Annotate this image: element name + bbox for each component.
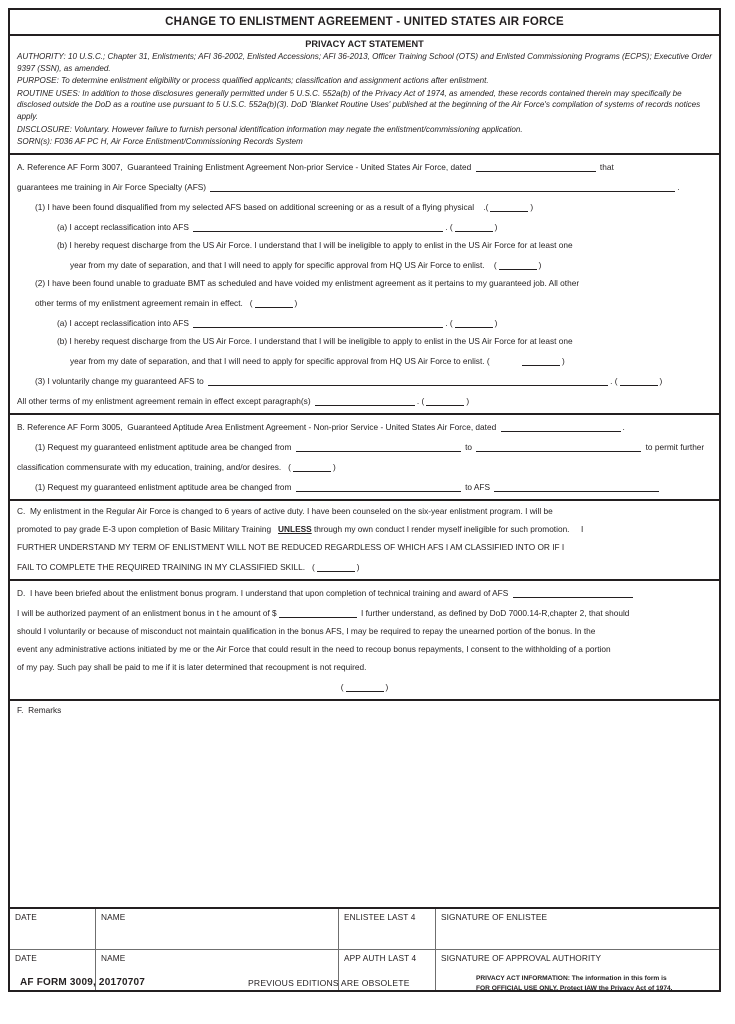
section-a-item-1a-initial[interactable] [455,222,493,232]
section-c-unless-emphasis: UNLESS [278,523,312,534]
section-a-item-2b-initial[interactable] [522,356,560,366]
section-a-item-1-initial[interactable] [490,202,528,212]
section-d-amount-field[interactable] [279,608,357,618]
section-b-item-1-initial[interactable] [293,462,331,472]
section-a-item-2-text1: I have been found unable to graduate BMT as scheduled and have voided my enlistment agreement as it pertains to my guaranteed job. All other [47,277,580,288]
section-b-item-2-to-field[interactable] [494,482,659,492]
section-f-title: Remarks [28,704,62,715]
section-a-item-1-num: (1) [35,201,46,212]
section-d-line-3: should I voluntarily or because of misconduct not maintain qualification in the bonus AFS, I may be required to repay the unearned portion of the bonus. In the [17,625,596,636]
section-a-closing-field[interactable] [315,396,415,406]
approval-signature-cell[interactable]: SIGNATURE OF APPROVAL AUTHORITY [436,949,720,990]
section-b-item-2 [17,480,712,493]
section-a-item-3-text: I voluntarily change my guaranteed AFS to [47,375,204,386]
section-d [10,581,719,701]
enlistee-last4-cell[interactable]: ENLISTEE LAST 4 [339,909,436,950]
privacy-act-information [476,974,728,993]
section-b-dated-tail: . [622,421,625,432]
enlistee-date-cell[interactable]: DATE [10,909,96,950]
section-a-item-1b-line1 [17,240,712,251]
section-a-item-3-tail: . [610,375,613,386]
section-b-item-1 [17,440,712,453]
section-a-item-2a-num: (a) [57,317,68,328]
approval-name-cell[interactable]: NAME [96,949,339,990]
section-c-line-2 [17,524,712,535]
section-b-item-2-text: Request my guaranteed enlistment aptitude area be changed from [47,481,292,492]
section-a-item-1: (1) I have been found disqualified from my selected AFS based on additional screening or as a result of a flying physical .( ) [35,201,534,212]
section-b-item-1-cont: classification commensurate with my education, training, and/or desires. ( ) [17,461,336,472]
section-d-label: D. [17,587,26,598]
section-a-item-2b-line2: year from my date of separation, and that I will need to apply for specific approval from HQ US Air Force to enlist. ( ) [70,355,565,366]
section-a-item-2-line2: other terms of my enlistment agreement remain in effect. ( ) [35,297,298,308]
section-a-closing: All other terms of my enlistment agreement remain in effect except paragraph(s) . ( ) [17,395,470,406]
page-footer [8,974,721,1004]
section-a-item-2b-text2: year from my date of separation, and that I will need to apply for specific approval from HQ US Air Force to enlist. ( [70,355,490,366]
section-b-item-1-tail: to permit further [645,441,705,452]
section-b-item-1-mid: to [465,441,472,452]
previous-editions-notice: PREVIOUS EDITIONS ARE OBSOLETE [248,978,410,988]
section-a-guarantee-line [17,180,712,193]
section-a-closing-initial[interactable] [426,396,464,406]
privacy-act-routine-uses: ROUTINE USES: In addition to those disclosures generally permitted under 5 U.S.C. 552a(b) of the Privacy Act of 1974, as amended, these records contained therein may specifically be disclosed outside the DoD as a routine use pursuant to 5 U.S.C. 552a(b)(3). DoD 'Blanket Routine Uses' published at the beginning of the Air Force's compilation of systems of records notices apply. [17,88,701,121]
privacy-act-heading: PRIVACY ACT STATEMENT [305,39,424,49]
form-document [8,8,721,992]
section-d-line-2 [17,606,712,619]
privacy-info-line-1: PRIVACY ACT INFORMATION: The information in this form is [476,975,667,982]
section-d-initial-row: ( ) [340,681,389,692]
section-a-header [17,160,712,173]
privacy-act-purpose: PURPOSE: To determine enlistment eligibility or process qualified applicants; classification and assignment actions after enlistment. [17,76,489,86]
section-a-item-1-text: I have been found disqualified from my selected AFS based on additional screening or as a result of a flying physical [47,201,475,212]
approval-last4-cell[interactable]: APP AUTH LAST 4 [339,949,436,990]
section-b-label: B. [17,421,25,432]
section-c-line-3: FURTHER UNDERSTAND MY TERM OF ENLISTMENT WILL NOT BE REDUCED REGARDLESS OF WHICH AFS I AM CLASSIFIED INTO OR IF I [17,541,565,552]
section-a [10,155,719,415]
section-b [10,415,719,501]
privacy-info-line-2: FOR OFFICIAL USE ONLY. Protect IAW the Privacy Act of 1974. [476,984,673,992]
page-title: CHANGE TO ENLISTMENT AGREEMENT - UNITED STATES AIR FORCE [10,10,719,36]
section-a-item-1a: (a) I accept reclassification into AFS . ( ) [57,221,498,232]
section-a-item-1-tail: . [483,201,486,212]
section-f-remarks[interactable] [10,701,719,909]
section-a-item-3-initial[interactable] [620,376,658,386]
form-number: AF FORM 3009, 20170707 [20,977,146,988]
section-a-item-2-text2: other terms of my enlistment agreement remain in effect. [35,297,243,308]
section-d-text-1: I have been briefed about the enlistment bonus program. I understand that upon completion of technical training and award of AFS [29,587,509,598]
section-a-item-1b-num: (b) [57,239,68,250]
section-b-item-2-from-field[interactable] [296,482,461,492]
section-a-item-2-initial[interactable] [255,298,293,308]
section-a-item-1b-initial[interactable] [499,260,537,270]
section-a-item-1b-text1: I hereby request discharge from the US Air Force. I understand that I will be ineligible to apply to enlist in the US Air Force for at least one [69,239,573,250]
privacy-act-body [10,51,719,155]
enlistee-name-cell[interactable]: NAME [96,909,339,950]
section-b-header [17,420,712,433]
enlistee-signature-cell[interactable]: SIGNATURE OF ENLISTEE [436,909,720,950]
section-a-item-1a-field[interactable] [193,222,443,232]
section-c-initial[interactable] [317,562,355,572]
section-a-item-2a-tail: . [445,317,448,328]
section-a-label: A. [17,161,25,172]
section-a-item-2b-text1: I hereby request discharge from the US Air Force. I understand that I will be ineligible to apply to enlist in the US Air Force for at least one [69,335,573,346]
privacy-act-disclosure: DISCLOSURE: Voluntary. However failure to furnish personal identification information may negate the enlistment/commissioning application. [17,124,523,134]
section-b-item-1-from-field[interactable] [296,442,461,452]
section-d-text-2a: I will be authorized payment of an enlistment bonus in t he amount of $ [17,607,277,618]
section-b-ref: Reference AF Form 3005, [27,421,123,432]
section-a-item-3: (3) I voluntarily change my guaranteed AFS to . ( ) [35,375,663,386]
section-c-label: C. [17,505,26,516]
section-a-item-1a-num: (a) [57,221,68,232]
section-c-line-4: FAIL TO COMPLETE THE REQUIRED TRAINING IN MY CLASSIFIED SKILL. ( ) [17,561,360,572]
section-d-initial[interactable] [346,682,384,692]
table-row [10,909,719,950]
section-a-date-field[interactable] [476,162,596,172]
section-a-item-1a-tail: . [445,221,448,232]
section-a-ref: Reference AF Form 3007, [27,161,123,172]
section-a-item-1b-line2: year from my date of separation, and that I will need to apply for specific approval from HQ US Air Force to enlist. ( ) [70,259,542,270]
section-a-item-2-line1 [17,278,712,289]
section-b-item-2-num: (1) [35,481,46,492]
section-a-guarantee-tail: . [677,181,680,192]
privacy-act-authority: AUTHORITY: 10 U.S.C.; Chapter 31, Enlistments; AFI 36-2002, Enlisted Accessions; AFI 36-2013, Officer Training School (OTS) and Enlisted Commissioning Programs (ECPS); Executive Order 9397 (SSN), as amended. [17,52,712,73]
section-b-item-1-num: (1) [35,441,46,452]
approval-date-cell[interactable]: DATE [10,949,96,990]
section-c-text-2b: through my own conduct I render myself ineligible for such promotion. [314,523,570,534]
section-a-item-2a: (a) I accept reclassification into AFS . ( ) [57,317,498,328]
section-a-item-2-num: (2) [35,277,46,288]
section-c-text-2a: promoted to pay grade E-3 upon completion of Basic Military Training [17,523,272,534]
section-a-item-2a-text: I accept reclassification into AFS [69,317,189,328]
section-b-item-2-mid: to AFS [465,481,490,492]
section-d-line-1 [17,586,712,599]
section-a-item-3-num: (3) [35,375,46,386]
section-a-item-1b-text2: year from my date of separation, and that I will need to apply for specific approval from HQ US Air Force to enlist. [70,259,485,270]
section-a-closing-text: All other terms of my enlistment agreement remain in effect except paragraph(s) [17,395,311,406]
section-c-text-2-tail: I [581,523,584,534]
section-c-line-1 [17,506,712,517]
section-d-text-2b: I further understand, as defined by DoD 7000.14-R,chapter 2, that should [360,607,630,618]
section-a-item-2b-line1 [17,336,712,347]
section-c [10,501,719,581]
section-b-item-1-to-field[interactable] [476,442,641,452]
section-b-item-1-cont-text: classification commensurate with my education, training, and/or desires. [17,461,282,472]
section-a-item-2a-initial[interactable] [455,318,493,328]
section-a-afs-field[interactable] [210,182,675,192]
section-a-item-1a-text: I accept reclassification into AFS [69,221,189,232]
section-f-label: F. [17,704,24,715]
section-b-title: Guaranteed Aptitude Area Enlistment Agreement - Non-prior Service - United States Air Force, dated [127,421,497,432]
section-b-item-1-text: Request my guaranteed enlistment aptitude area be changed from [47,441,292,452]
section-a-item-3-field[interactable] [208,376,608,386]
section-b-date-field[interactable] [501,422,621,432]
section-a-title: Guaranteed Training Enlistment Agreement Non-prior Service - United States Air Force, dated [127,161,472,172]
section-d-line-5: of my pay. Such pay shall be paid to me if it is later determined that recoupment is not required. [17,661,367,672]
section-c-text-4: FAIL TO COMPLETE THE REQUIRED TRAINING IN MY CLASSIFIED SKILL. [17,561,306,572]
section-a-item-2a-field[interactable] [193,318,443,328]
section-d-line-4: event any administrative actions initiated by me or the Air Force that could result in the need to recoup bonus repayments, I consent to the withholding of a portion [17,643,611,654]
section-d-afs-field[interactable] [513,588,633,598]
section-a-item-2b-num: (b) [57,335,68,346]
section-c-text-1: My enlistment in the Regular Air Force is changed to 6 years of active duty. I have been counseled on the six-year enlistment program. I will be [29,505,553,516]
privacy-act-sorn: SORN(s): F036 AF PC H, Air Force Enlistment/Commissioning Records System [17,137,303,147]
section-a-closing-tail: . [416,395,420,406]
section-a-guarantee-text: guarantees me training in Air Force Specialty (AFS) [17,181,207,192]
section-a-dated-tail: that [599,161,614,172]
